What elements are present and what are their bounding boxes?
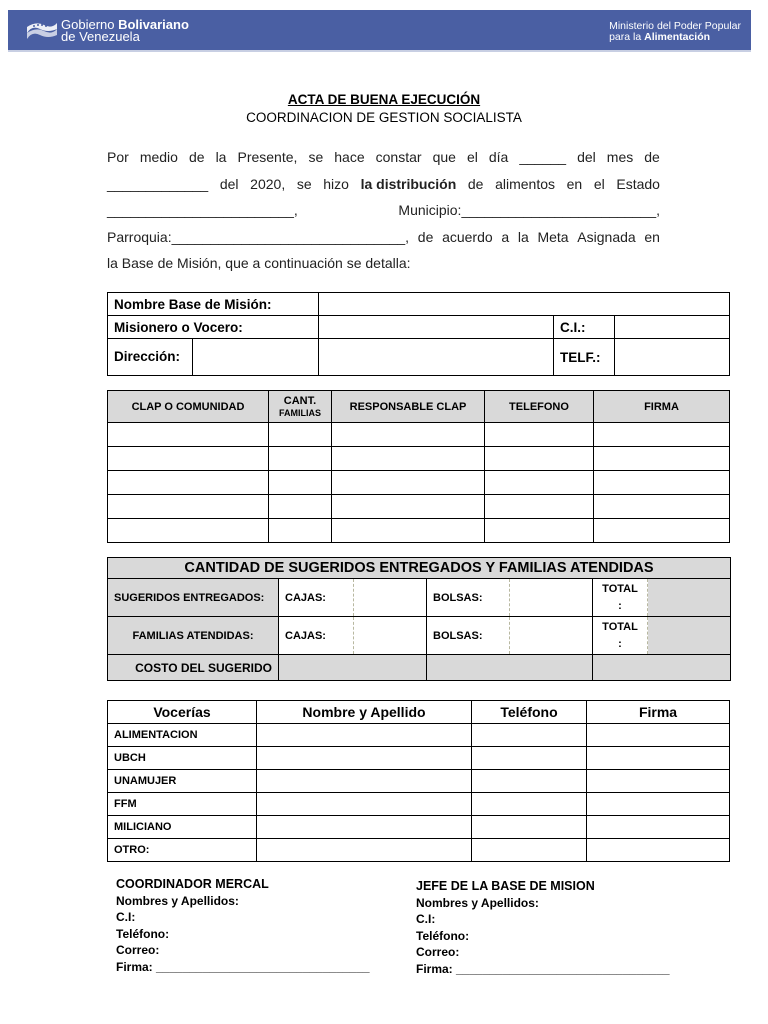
bolsas-label: BOLSAS: xyxy=(427,579,510,617)
col-firma: Firma xyxy=(587,701,730,724)
ministry-logo-text: Ministerio del Poder Popular para la Alimentación xyxy=(609,20,741,43)
table-row xyxy=(108,471,730,495)
table-row: FFM xyxy=(108,793,730,816)
document-subtitle: COORDINACION DE GESTION SOCIALISTA xyxy=(246,110,522,125)
sugeridos-table xyxy=(107,557,731,681)
vocerias-table xyxy=(107,700,730,862)
paragraph-line-4: Parroquia:______________________________, de acuerdo a la Meta Asignada en xyxy=(107,228,660,245)
direccion-field[interactable] xyxy=(319,339,554,376)
table-row xyxy=(108,495,730,519)
total-label: TOTAL : xyxy=(593,579,648,617)
table-row: ALIMENTACION xyxy=(108,724,730,747)
costo-field-1[interactable] xyxy=(279,655,427,681)
col-telefono: Teléfono xyxy=(472,701,587,724)
clap-table xyxy=(107,390,730,543)
paragraph-line-5: la Base de Misión, que a continuación se detalla: xyxy=(107,255,411,271)
ci-label: C.I.: xyxy=(554,316,615,339)
flag-logo-icon xyxy=(26,19,58,41)
bolsas-field[interactable] xyxy=(510,617,593,655)
nombre-base-field[interactable] xyxy=(319,293,730,316)
paragraph-line-1: Por medio de la Presente, se hace constar que el día ______ del mes de xyxy=(107,149,660,165)
gov-logo-text: Gobierno Bolivariano de Venezuela xyxy=(61,17,189,44)
intro-paragraph xyxy=(107,144,660,277)
costo-field-3[interactable] xyxy=(593,655,731,681)
costo-field-2[interactable] xyxy=(427,655,593,681)
signature-block-jefe: JEFE DE LA BASE DE MISION Nombres y Apellidos: C.I: Teléfono: Correo: Firma: ________________________________ xyxy=(416,879,670,976)
cajas-field[interactable] xyxy=(354,617,427,655)
nombre-base-label: Nombre Base de Misión: xyxy=(108,293,319,316)
misionero-label: Misionero o Vocero: xyxy=(108,316,319,339)
familias-atendidas-label: FAMILIAS ATENDIDAS: xyxy=(108,617,279,655)
table-row xyxy=(108,423,730,447)
table-row: MILICIANO xyxy=(108,816,730,839)
signature-block-coordinador: COORDINADOR MERCAL Nombres y Apellidos: C.I: Teléfono: Correo: Firma: ________________________________ xyxy=(116,877,370,974)
firma-line[interactable]: Firma: ________________________________ xyxy=(116,959,370,974)
cajas-field[interactable] xyxy=(354,579,427,617)
table-row: UBCH xyxy=(108,747,730,770)
telf-field[interactable] xyxy=(615,339,730,376)
base-info-table xyxy=(107,292,730,376)
sugeridos-entregados-label: SUGERIDOS ENTREGADOS: xyxy=(108,579,279,617)
table-row xyxy=(108,519,730,543)
cajas-label: CAJAS: xyxy=(279,579,354,617)
col-clap-comunidad: CLAP O COMUNIDAD xyxy=(108,391,269,423)
signature-title: COORDINADOR MERCAL xyxy=(116,877,269,891)
col-telefono: TELEFONO xyxy=(485,391,594,423)
misionero-field[interactable] xyxy=(319,316,554,339)
total-label: TOTAL : xyxy=(593,617,648,655)
direccion-label: Dirección: xyxy=(108,339,319,376)
firma-line[interactable]: Firma: ________________________________ xyxy=(416,961,670,976)
telf-label: TELF.: xyxy=(554,339,615,376)
col-firma: FIRMA xyxy=(594,391,730,423)
sugeridos-title: CANTIDAD DE SUGERIDOS ENTREGADOS Y FAMILIAS ATENDIDAS xyxy=(108,558,731,579)
table-row xyxy=(108,447,730,471)
signature-title: JEFE DE LA BASE DE MISION xyxy=(416,879,595,893)
table-row: UNAMUJER xyxy=(108,770,730,793)
col-vocerias: Vocerías xyxy=(108,701,257,724)
paragraph-line-2: _____________ del 2020, se hizo la distribución de alimentos en el Estado xyxy=(107,175,660,192)
cajas-label: CAJAS: xyxy=(279,617,354,655)
bolsas-field[interactable] xyxy=(510,579,593,617)
total-field[interactable] xyxy=(648,579,731,617)
costo-sugerido-label: COSTO DEL SUGERIDO xyxy=(108,655,279,681)
paragraph-line-3: ________________________, Municipio:_________________________, xyxy=(107,202,660,218)
col-responsable-clap: RESPONSABLE CLAP xyxy=(332,391,485,423)
col-cant-familias: CANT. FAMILIAS xyxy=(269,391,332,423)
table-row: OTRO: xyxy=(108,839,730,862)
total-field[interactable] xyxy=(648,617,731,655)
government-banner xyxy=(8,10,751,52)
bolsas-label: BOLSAS: xyxy=(427,617,510,655)
col-nombre-apellido: Nombre y Apellido xyxy=(257,701,472,724)
document-title: ACTA DE BUENA EJECUCIÓN xyxy=(287,92,481,107)
ci-field[interactable] xyxy=(615,316,730,339)
